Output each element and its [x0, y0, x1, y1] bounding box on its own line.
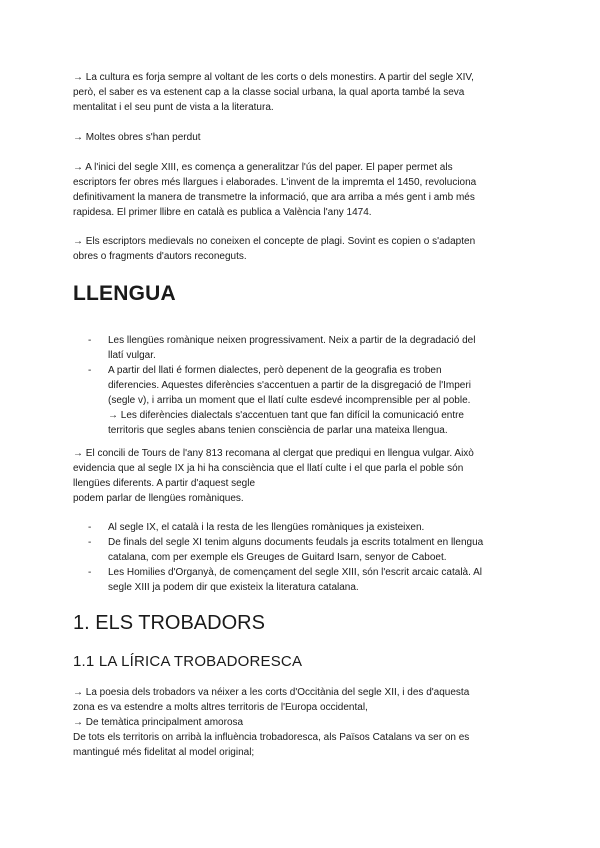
- paragraph-plagiarism: [73, 234, 533, 264]
- paragraph-culture: [73, 70, 533, 115]
- text-line: → A l'inici del segle XIII, es comença a generalitzar l'ús del paper. El paper permet als: [73, 162, 453, 173]
- paragraph-council-tours: [73, 446, 533, 506]
- list-item: [88, 520, 538, 535]
- text-line: rapidesa. El primer llibre en català es publica a València l'any 1474.: [73, 207, 372, 218]
- text-line: → La cultura es forja sempre al voltant de les corts o dels monestirs. A partir del segle XIV,: [73, 72, 474, 83]
- list-item: [88, 565, 538, 595]
- text-line: escriptors fer obres més llargues i elaborades. L'invent de la impremta el 1450, revoluciona: [73, 177, 477, 188]
- list-dash: -: [88, 522, 92, 533]
- text-line: llatí vulgar.: [108, 350, 156, 361]
- text-line: → Les diferències dialectals s'accentuen tant que fan difícil la comunicació entre: [108, 410, 464, 421]
- list-item: [88, 535, 538, 565]
- text-line: → La poesia dels trobadors va néixer a les corts d'Occitània del segle XII, i des d'aquesta: [73, 687, 470, 698]
- text-line: podem parlar de llengües romàniques.: [73, 493, 244, 504]
- list-language-origin: [88, 333, 538, 438]
- text-line: obres o fragments d'autors reconeguts.: [73, 251, 247, 262]
- list-dash: -: [88, 335, 92, 346]
- text-line: Les llengües romànique neixen progressivament. Neix a partir de la degradació del: [108, 335, 476, 346]
- list-dash: -: [88, 567, 92, 578]
- text-line: Al segle IX, el català i la resta de les llengües romàniques ja existeixen.: [108, 522, 425, 533]
- text-line: Les Homilies d'Organyà, de començament del segle XIII, són l'escrit arcaic català. Al: [108, 567, 482, 578]
- text-line: De tots els territoris on arribà la influència trobadoresca, als Països Catalans va ser on es: [73, 732, 470, 743]
- text-line: llengües diferents. A partir d'aquest segle: [73, 478, 256, 489]
- text-line: → De temàtica principalment amorosa: [73, 717, 244, 728]
- text-line: evidencia que al segle IX ja hi ha consciència que el llatí culte i el que parla el poble són: [73, 463, 464, 474]
- text-line: segle XIII ja podem dir que existeix la literatura catalana.: [108, 582, 359, 593]
- text-line: catalana, com per exemple els Greuges de Guitard Isarn, senyor de Caboet.: [108, 552, 447, 563]
- list-item: [88, 363, 538, 438]
- text-line: → El concili de Tours de l'any 813 recomana al clergat que prediqui en llengua vulgar. Això: [73, 448, 474, 459]
- text-line: (segle v), i arriba un moment que el llatí culte esdevé incomprensible per al poble.: [108, 395, 471, 406]
- text-line: → Moltes obres s'han perdut: [73, 132, 201, 143]
- text-line: A partir del llati é formen dialectes, però depenent de la geografia es troben: [108, 365, 442, 376]
- text-line: → Els escriptors medievals no coneixen el concepte de plagi. Sovint es copien o s'adapten: [73, 236, 476, 247]
- subheading-lirica-trobadoresca: 1.1 LA LÍRICA TROBADORESCA: [73, 653, 303, 670]
- text-line: zona es va estendre a molts altres territoris de l'Europa occidental,: [73, 702, 368, 713]
- list-dash: -: [88, 365, 92, 376]
- list-catalan-language: [88, 520, 538, 595]
- paragraph-paper: [73, 160, 533, 220]
- paragraph-trobadors: [73, 685, 533, 760]
- list-item: [88, 333, 538, 363]
- text-line: mantingué més fidelitat al model original;: [73, 747, 255, 758]
- text-line: mentalitat i el seu punt de vista a la literatura.: [73, 102, 274, 113]
- text-line: però, el saber es va estenent cap a la classe social urbana, la qual aporta també la seva: [73, 87, 465, 98]
- list-dash: -: [88, 537, 92, 548]
- text-line: territoris que segles abans tenien consciència de parlar una mateixa llengua.: [108, 425, 448, 436]
- paragraph-lost-works: [73, 130, 533, 145]
- text-line: De finals del segle XI tenim alguns documents feudals ja escrits totalment en llengua: [108, 537, 484, 548]
- heading-llengua: LLENGUA: [73, 282, 176, 305]
- text-line: definitivament la manera de transmetre la informació, que ara arriba a més gent i amb més: [73, 192, 475, 203]
- heading-els-trobadors: 1. ELS TROBADORS: [73, 612, 265, 634]
- text-line: diferencies. Aquestes diferències s'accentuen a partir de la disgregació de l'Imperi: [108, 380, 471, 391]
